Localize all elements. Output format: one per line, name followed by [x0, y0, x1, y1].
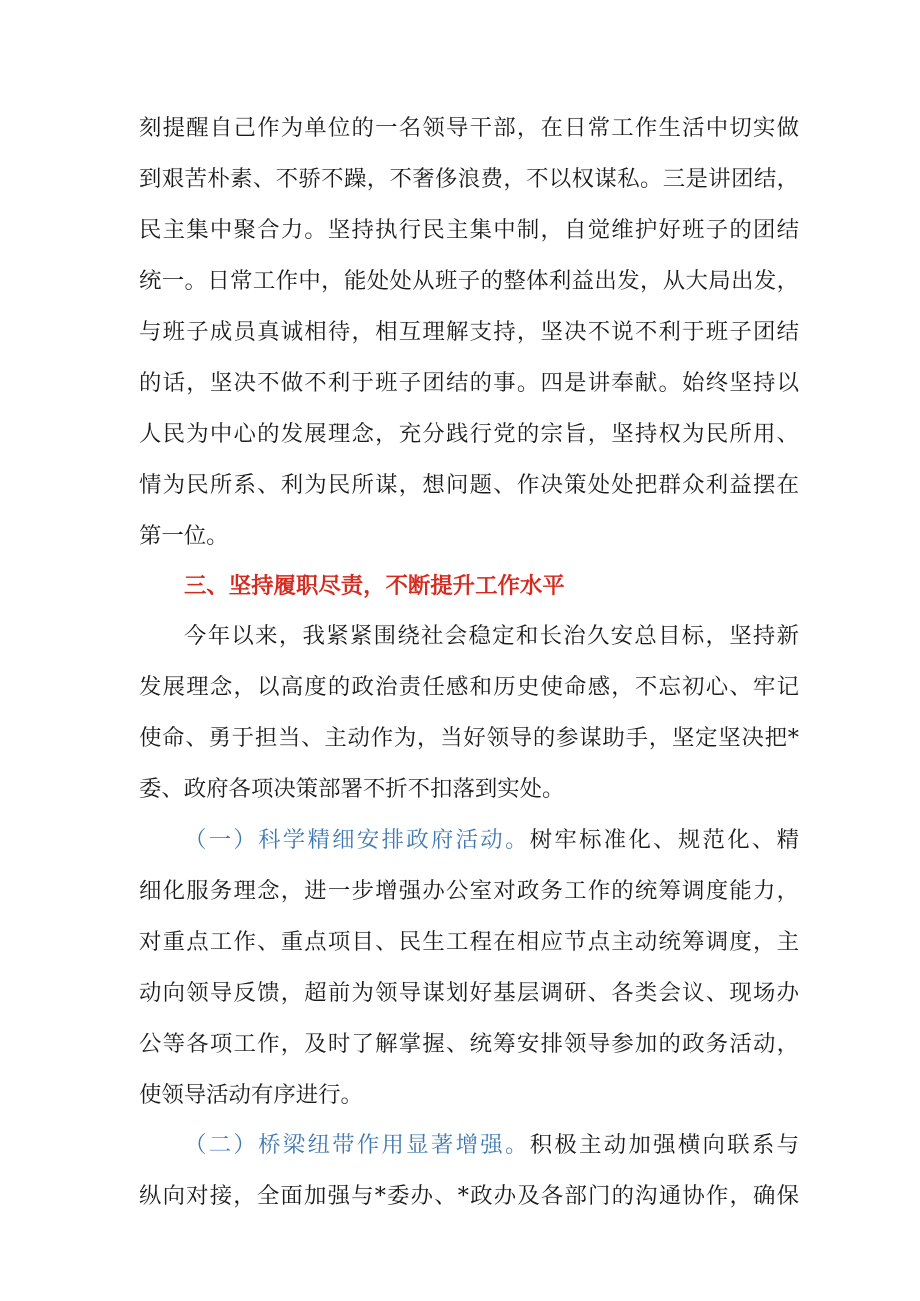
subsection-title: （一）科学精细安排政府活动。 [184, 827, 530, 853]
paragraph-line: 到艰苦朴素、不骄不躁，不奢侈浪费，不以权谋私。三是讲团结， [139, 166, 799, 192]
subsection-text: 树牢标准化、规范化、精 [529, 827, 800, 853]
subsection-text: 积极主动加强横向联系与 [529, 1132, 800, 1158]
paragraph-line: 统一。日常工作中，能处处从班子的整体利益出发，从大局出发， [139, 268, 799, 294]
paragraph-line: 与班子成员真诚相待，相互理解支持，坚决不说不利于班子团结 [139, 319, 799, 345]
paragraph-line: 使领导活动有序进行。 [139, 1082, 363, 1108]
paragraph-line: 动向领导反馈，超前为领导谋划好基层调研、各类会议、现场办 [139, 980, 799, 1006]
paragraph-line: 对重点工作、重点项目、民生工程在相应节点主动统筹调度，主 [139, 929, 799, 955]
subsection-title: （二）桥梁纽带作用显著增强。 [184, 1132, 530, 1158]
paragraph-line: 细化服务理念，进一步增强办公室对政务工作的统筹调度能力， [139, 878, 799, 904]
paragraph-line: 今年以来，我紧紧围绕社会稳定和长治久安总目标，坚持新 [184, 623, 799, 649]
paragraph-line: 的话，坚决不做不利于班子团结的事。四是讲奉献。始终坚持以 [139, 370, 799, 396]
paragraph-line: 情为民所系、利为民所谋，想问题、作决策处处把群众利益摆在 [139, 472, 799, 498]
paragraph-line: 发展理念，以高度的政治责任感和历史使命感，不忘初心、牢记 [139, 674, 799, 700]
paragraph-line: 人民为中心的发展理念，充分践行党的宗旨，坚持权为民所用、 [139, 421, 799, 447]
paragraph-line: 第一位。 [139, 523, 229, 549]
paragraph-line: 纵向对接，全面加强与*委办、*政办及各部门的沟通协作，确保 [139, 1183, 799, 1209]
paragraph-line: 委、政府各项决策部署不折不扣落到实处。 [139, 776, 565, 802]
subsection-first-line [184, 820, 799, 860]
section-heading: 三、坚持履职尽责，不断提升工作水平 [184, 573, 565, 599]
paragraph-line: 民主集中聚合力。坚持执行民主集中制，自觉维护好班子的团结 [139, 217, 799, 243]
paragraph-line: 公等各项工作，及时了解掌握、统筹安排领导参加的政务活动， [139, 1031, 799, 1057]
subsection-first-line [184, 1125, 799, 1165]
paragraph-line: 使命、勇于担当、主动作为，当好领导的参谋助手，坚定坚决把* [139, 725, 799, 751]
paragraph-line: 刻提醒自己作为单位的一名领导干部，在日常工作生活中切实做 [139, 115, 799, 141]
